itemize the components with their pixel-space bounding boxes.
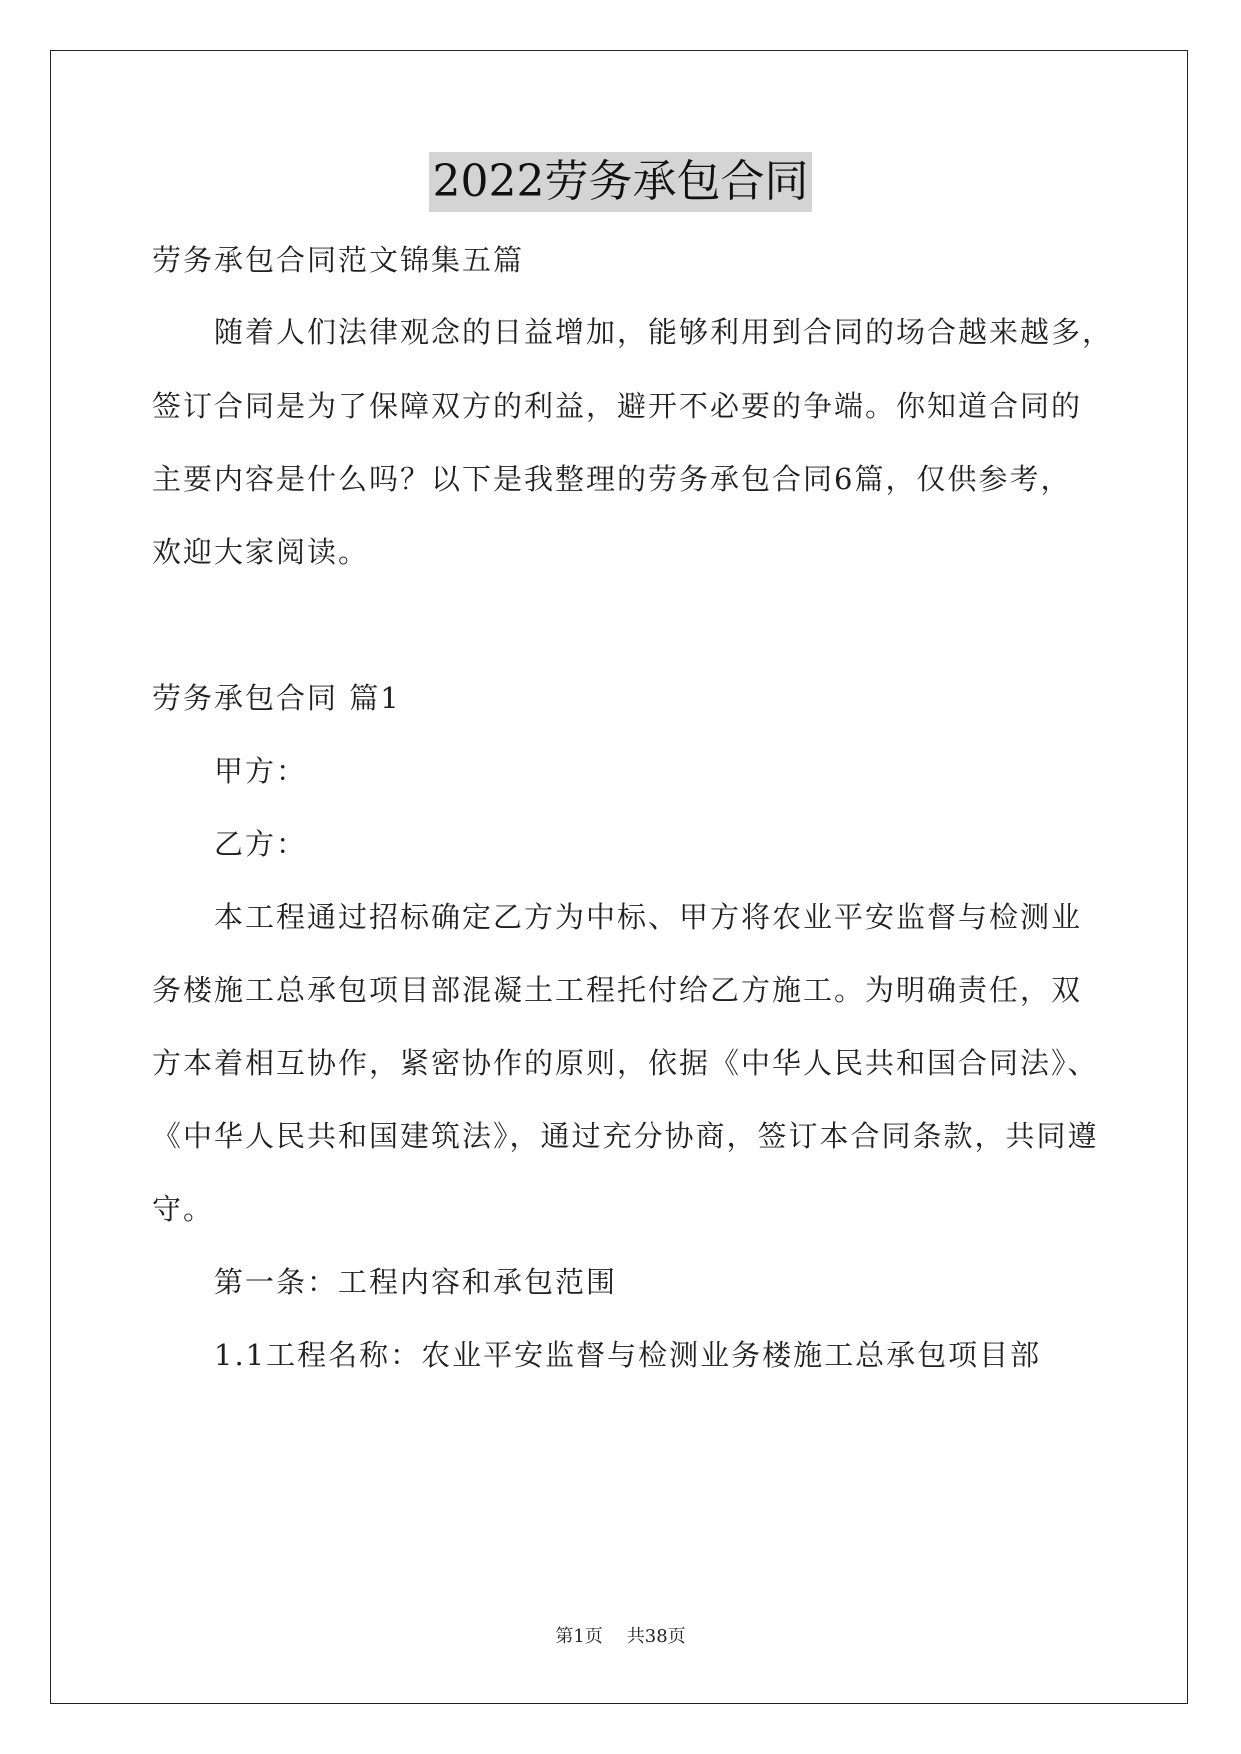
total-pages: 共38页 (626, 1626, 686, 1647)
title-container (0, 152, 1241, 212)
section-heading: 劳务承包合同 篇1 (152, 681, 401, 715)
article-heading: 第一条：工程内容和承包范围 (214, 1265, 618, 1299)
clause-line: 1.1工程名称：农业平安监督与检测业务楼施工总承包项目部 (214, 1338, 1042, 1372)
paragraph-line: 务楼施工总承包项目部混凝土工程托付给乙方施工。为明确责任，双 (152, 973, 1083, 1007)
paragraph-line: 方本着相互协作，紧密协作的原则，依据《中华人民共和国合同法》、 (152, 1046, 1099, 1080)
party-b-label: 乙方： (214, 827, 308, 861)
paragraph-line: 随着人们法律观念的日益增加，能够利用到合同的场合越来越多， (214, 315, 1114, 349)
paragraph-line: 守。 (152, 1192, 215, 1226)
subtitle-line: 劳务承包合同范文锦集五篇 (152, 243, 525, 277)
paragraph-line: 签订合同是为了保障双方的利益，避开不必要的争端。你知道合同的 (152, 389, 1083, 423)
page-border (50, 50, 1188, 1704)
page-number: 第1页 (555, 1626, 603, 1647)
paragraph-line: 《中华人民共和国建筑法》，通过充分协商，签订本合同条款，共同遵 (152, 1119, 1099, 1153)
paragraph-line: 本工程通过招标确定乙方为中标、甲方将农业平安监督与检测业 (214, 900, 1083, 934)
document-title: 2022劳务承包合同 (429, 152, 813, 212)
paragraph-line: 欢迎大家阅读。 (152, 535, 370, 569)
page-footer (0, 1625, 1241, 1649)
paragraph-line: 主要内容是什么吗？以下是我整理的劳务承包合同6篇，仅供参考， (152, 462, 1072, 496)
party-a-label: 甲方： (214, 754, 308, 788)
